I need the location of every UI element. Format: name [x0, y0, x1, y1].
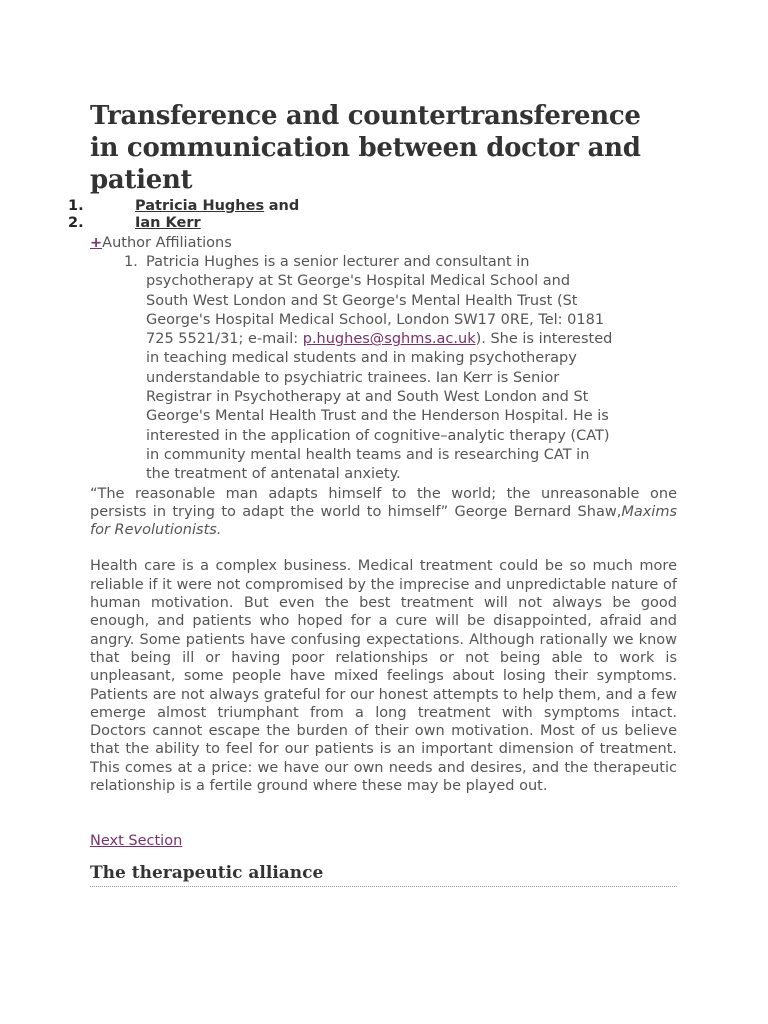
quote-source: Maxims for Revolutionists. [90, 503, 677, 539]
article-title: Transference and countertransference in communication between doctor and patient [90, 101, 641, 195]
affiliation-text-after: ). She is interested in teaching medical students and in making psychotherapy understandable to psychiatric trainees. Ian Kerr is Senior Registrar in Psychotherapy at and South West London and St George's Mental Health Trust and the Henderson Hospital. He is interested in the application of cognitive–analytic therapy (CAT) in community mental health teams and is researching CAT in the treatment of antenatal anxiety. [146, 331, 613, 483]
affiliation-number: 1. [124, 254, 138, 270]
affiliation-item [124, 253, 616, 485]
epigraph-quote [90, 485, 677, 540]
author-affiliations-toggle[interactable] [90, 234, 677, 252]
author-number: 2. [68, 215, 84, 231]
author-affiliations-label: Author Affiliations [102, 235, 232, 251]
author-number: 1. [68, 198, 84, 214]
author-separator: and [268, 198, 300, 214]
author-email-link[interactable]: p.hughes@sghms.ac.uk [302, 331, 476, 348]
expand-plus-icon[interactable]: + [90, 235, 103, 251]
article [68, 100, 677, 887]
affiliations-list [90, 253, 616, 485]
quote-text: “The reasonable man adapts himself to the world; the unreasonable one persists in trying to adapt the world to himself” George Bernard Shaw, [90, 485, 677, 520]
affiliation-text-before: Patricia Hughes is a senior lecturer and consultant in psychotherapy at St George's Hospital Medical School and South West London and St George's Mental Health Trust (St George's Hospital Medical School, London SW17 0RE, Tel: 0181 725 5521/31; e-mail: [146, 254, 605, 348]
intro-paragraph: Health care is a complex business. Medical treatment could be so much more reliable if it were not compromised by the imprecise and unpredictable nature of human motivation. But even the best treatment will not always be good enough, and patients who hoped for a cure will be disappointed, afraid and angry. Some patients have confusing expectations. Although rationally we know that being ill or having poor relationships or not being able to work is unpleasant, some people have mixed feelings about losing their symptoms. Patients are not always grateful for our honest attempts to help them, and a few emerge almost triumphant from a long treatment with symptoms intact. Doctors cannot escape the burden of their own motivation. Most of us believe that the ability to feel for our patients is an important dimension of treatment. This comes at a price: we have our own needs and desires, and the therapeutic relationship is a fertile ground where these may be played out. [90, 558, 677, 795]
author-item [68, 215, 677, 232]
author-list [68, 198, 677, 232]
author-link-patricia-hughes[interactable]: Patricia Hughes [135, 198, 265, 214]
next-section-nav [90, 832, 677, 850]
section-heading: The therapeutic alliance [90, 862, 677, 887]
author-link-ian-kerr[interactable]: Ian Kerr [135, 215, 201, 231]
author-entry [135, 198, 299, 215]
author-item [68, 198, 677, 215]
next-section-link[interactable]: Next Section [90, 833, 183, 850]
author-entry [135, 215, 201, 232]
